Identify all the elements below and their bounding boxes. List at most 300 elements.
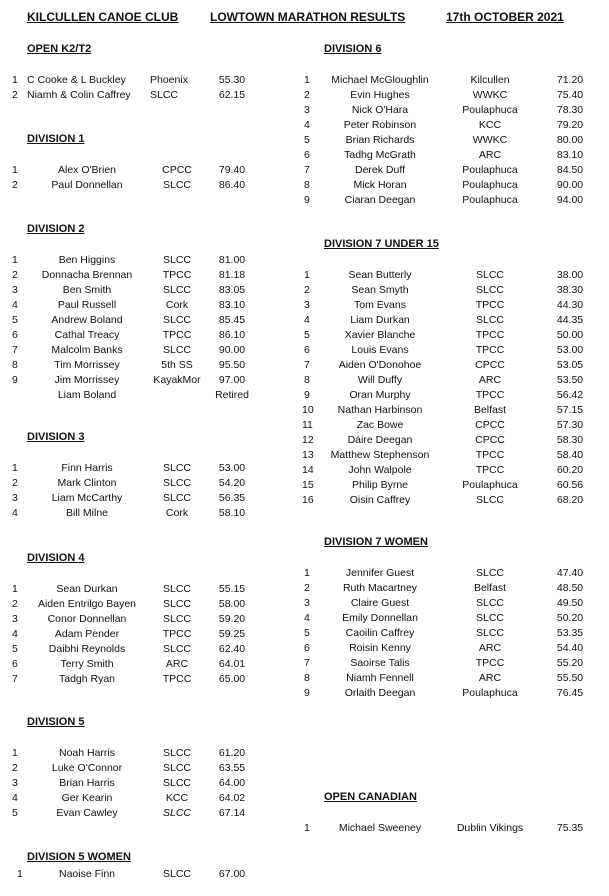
result-name: Emily Donnellan bbox=[342, 612, 418, 624]
result-name: Caoilin Caffrey bbox=[345, 627, 415, 639]
result-name: Paul Donnellan bbox=[51, 179, 123, 191]
result-club: TPCC bbox=[475, 389, 505, 401]
result-row bbox=[0, 133, 609, 148]
result-time: 67.14 bbox=[218, 807, 246, 819]
result-rank: 12 bbox=[302, 434, 314, 446]
result-row bbox=[0, 313, 609, 328]
result-rank: 9 bbox=[304, 389, 310, 401]
result-club: SLCC bbox=[162, 284, 192, 296]
result-row bbox=[0, 118, 609, 133]
result-name: Zac Bowe bbox=[356, 419, 404, 431]
section-heading: OPEN CANADIAN bbox=[324, 791, 417, 803]
result-club: SLCC bbox=[162, 762, 192, 774]
result-time: 50.20 bbox=[556, 612, 584, 624]
result-rank: 6 bbox=[12, 329, 18, 341]
result-club: SLCC bbox=[162, 254, 192, 266]
result-club: SLCC bbox=[475, 567, 505, 579]
result-time: 84.50 bbox=[556, 164, 584, 176]
result-club: SLCC bbox=[162, 598, 192, 610]
result-name: Mick Horan bbox=[353, 179, 407, 191]
results-table bbox=[0, 821, 609, 836]
result-club: ARC bbox=[478, 149, 502, 161]
result-row bbox=[0, 298, 609, 313]
result-time: 86.40 bbox=[218, 179, 246, 191]
result-rank: 1 bbox=[12, 583, 18, 595]
result-name: Louis Evans bbox=[351, 344, 409, 356]
result-rank: 1 bbox=[304, 269, 310, 281]
result-row bbox=[0, 463, 609, 478]
result-name: Liam McCarthy bbox=[51, 492, 123, 504]
result-name: Evan Cawley bbox=[56, 807, 118, 819]
result-time: 54.20 bbox=[218, 477, 246, 489]
result-rank: 3 bbox=[12, 777, 18, 789]
section-heading: DIVISION 1 bbox=[27, 133, 85, 145]
result-time: 58.00 bbox=[218, 598, 246, 610]
result-row bbox=[0, 478, 609, 493]
result-club: WWKC bbox=[472, 134, 508, 146]
result-time: 83.10 bbox=[218, 299, 246, 311]
result-row bbox=[0, 328, 609, 343]
section-heading: DIVISION 5 bbox=[27, 716, 85, 728]
club-title: KILCULLEN CANOE CLUB bbox=[27, 10, 179, 24]
result-time: 58.10 bbox=[218, 507, 246, 519]
result-name: Evin Hughes bbox=[350, 89, 410, 101]
result-name: Tadhg McGrath bbox=[344, 149, 416, 161]
result-time: 79.20 bbox=[556, 119, 584, 131]
result-row bbox=[0, 867, 609, 882]
result-club: SLCC bbox=[162, 583, 192, 595]
result-name: Adam Pender bbox=[54, 628, 120, 640]
result-rank: 2 bbox=[304, 89, 310, 101]
result-rank: 4 bbox=[304, 314, 310, 326]
result-club: TPCC bbox=[162, 628, 192, 640]
result-rank: 3 bbox=[12, 492, 18, 504]
result-club: TPCC bbox=[475, 344, 505, 356]
result-time: 80.00 bbox=[556, 134, 584, 146]
result-rank: 8 bbox=[304, 672, 310, 684]
result-club: Kilcullen bbox=[470, 74, 510, 86]
result-club: KCC bbox=[165, 792, 189, 804]
result-time: 44.35 bbox=[556, 314, 584, 326]
result-club: SLCC bbox=[162, 747, 192, 759]
section-heading: DIVISION 4 bbox=[27, 552, 85, 564]
result-name: Oran Murphy bbox=[349, 389, 411, 401]
result-time: 67.00 bbox=[218, 868, 246, 880]
result-name: Aiden Entrilgo Bayen bbox=[37, 598, 137, 610]
result-time: 65.00 bbox=[218, 673, 246, 685]
result-row bbox=[0, 433, 609, 448]
result-time: 53.50 bbox=[556, 374, 584, 386]
result-name: Tom Evans bbox=[354, 299, 406, 311]
result-rank: 5 bbox=[304, 134, 310, 146]
result-rank: 1 bbox=[12, 74, 18, 86]
result-club: Poulaphuca bbox=[462, 687, 518, 699]
result-club: TPCC bbox=[162, 269, 192, 281]
result-time: 83.10 bbox=[556, 149, 584, 161]
result-club: SLCC bbox=[162, 777, 192, 789]
result-time: 62.40 bbox=[218, 643, 246, 655]
result-rank: 2 bbox=[12, 598, 18, 610]
result-row bbox=[0, 791, 609, 806]
result-club: CPCC bbox=[475, 359, 505, 371]
result-rank: 6 bbox=[304, 344, 310, 356]
result-rank: 1 bbox=[304, 567, 310, 579]
result-time: 48.50 bbox=[556, 582, 584, 594]
result-row bbox=[0, 641, 609, 656]
result-rank: 4 bbox=[12, 792, 18, 804]
result-time: 55.20 bbox=[556, 657, 584, 669]
result-name: Terry Smith bbox=[60, 658, 114, 670]
result-club: ARC bbox=[478, 642, 502, 654]
result-rank: 8 bbox=[304, 179, 310, 191]
result-name: Cathal Treacy bbox=[54, 329, 120, 341]
event-title: LOWTOWN MARATHON RESULTS bbox=[210, 10, 406, 24]
result-rank: 9 bbox=[12, 374, 18, 386]
result-row bbox=[0, 686, 609, 701]
result-name: Ben Smith bbox=[62, 284, 112, 296]
result-time: 53.00 bbox=[556, 344, 584, 356]
result-rank: 16 bbox=[302, 494, 314, 506]
result-name: Orlaith Deegan bbox=[344, 687, 416, 699]
result-rank: 8 bbox=[304, 374, 310, 386]
results-table bbox=[0, 867, 609, 882]
result-name: Sean Butterly bbox=[348, 269, 412, 281]
result-rank: 9 bbox=[304, 194, 310, 206]
result-row bbox=[0, 776, 609, 791]
result-name: Paul Russell bbox=[57, 299, 117, 311]
result-rank: 3 bbox=[304, 597, 310, 609]
result-time: 95.50 bbox=[218, 359, 246, 371]
result-club: SLCC bbox=[162, 868, 192, 880]
result-club: Cork bbox=[165, 507, 189, 519]
result-time: 90.00 bbox=[218, 344, 246, 356]
result-club: SLCC bbox=[162, 344, 192, 356]
result-rank: 4 bbox=[304, 612, 310, 624]
result-name: Bill Milne bbox=[65, 507, 109, 519]
result-club: Belfast bbox=[473, 582, 507, 594]
result-row bbox=[0, 418, 609, 433]
result-time: 55.50 bbox=[556, 672, 584, 684]
result-name: Daibhi Reynolds bbox=[48, 643, 126, 655]
result-rank: 5 bbox=[12, 643, 18, 655]
result-name: Luke O'Connor bbox=[51, 762, 123, 774]
section-heading: DIVISION 6 bbox=[324, 43, 382, 55]
result-rank: 5 bbox=[304, 329, 310, 341]
result-club: SLCC bbox=[150, 89, 179, 101]
result-name: Liam Boland bbox=[57, 389, 117, 401]
result-name: Saoirse Talis bbox=[350, 657, 410, 669]
result-row bbox=[0, 373, 609, 388]
result-club: SLCC bbox=[162, 462, 192, 474]
result-club: SLCC bbox=[162, 314, 192, 326]
result-club: SLCC bbox=[475, 494, 505, 506]
result-club: Poulaphuca bbox=[462, 164, 518, 176]
result-name: Will Duffy bbox=[357, 374, 403, 386]
result-row bbox=[0, 566, 609, 581]
result-time: 59.25 bbox=[218, 628, 246, 640]
result-club: KayakMor bbox=[153, 374, 201, 386]
result-club: SLCC bbox=[162, 492, 192, 504]
result-club: SLCC bbox=[475, 612, 505, 624]
result-rank: 2 bbox=[12, 477, 18, 489]
result-time: 83.05 bbox=[218, 284, 246, 296]
result-club: Poulaphuca bbox=[462, 104, 518, 116]
result-time: 58.30 bbox=[556, 434, 584, 446]
result-club: CPCC bbox=[475, 419, 505, 431]
result-rank: 4 bbox=[12, 628, 18, 640]
result-club: SLCC bbox=[475, 597, 505, 609]
result-name: Niamh & Colin Caffrey bbox=[27, 89, 131, 101]
result-row bbox=[0, 103, 609, 118]
result-club: Poulaphuca bbox=[462, 194, 518, 206]
result-rank: 15 bbox=[302, 479, 314, 491]
section-heading: DIVISION 2 bbox=[27, 223, 85, 235]
result-rank: 14 bbox=[302, 464, 314, 476]
result-rank: 10 bbox=[302, 404, 314, 416]
result-name: Jennifer Guest bbox=[345, 567, 415, 579]
section-heading: DIVISION 5 WOMEN bbox=[27, 851, 131, 863]
result-club: TPCC bbox=[475, 657, 505, 669]
result-club: SLCC bbox=[475, 314, 505, 326]
result-rank: 7 bbox=[12, 344, 18, 356]
result-time: 38.00 bbox=[556, 269, 584, 281]
result-club: SLCC bbox=[475, 627, 505, 639]
result-club: Poulaphuca bbox=[462, 179, 518, 191]
result-name: Liam Durkan bbox=[350, 314, 410, 326]
result-time: 64.00 bbox=[218, 777, 246, 789]
result-name: Oisin Caffrey bbox=[349, 494, 411, 506]
result-name: Tim Morrissey bbox=[54, 359, 120, 371]
result-rank: 7 bbox=[304, 164, 310, 176]
result-time: 97.00 bbox=[218, 374, 246, 386]
results-table bbox=[0, 73, 609, 208]
result-row bbox=[0, 821, 609, 836]
result-rank: 2 bbox=[304, 582, 310, 594]
result-rank: 7 bbox=[12, 673, 18, 685]
result-time: 55.15 bbox=[218, 583, 246, 595]
result-time: 62.15 bbox=[218, 89, 246, 101]
result-time: 59.20 bbox=[218, 613, 246, 625]
result-rank: 2 bbox=[304, 284, 310, 296]
results-table bbox=[0, 746, 609, 821]
result-time: 68.20 bbox=[556, 494, 584, 506]
result-time: 56.35 bbox=[218, 492, 246, 504]
result-club: SLCC bbox=[162, 613, 192, 625]
result-name: Roisin Kenny bbox=[349, 642, 411, 654]
result-rank: 1 bbox=[304, 74, 310, 86]
result-row bbox=[0, 163, 609, 178]
event-date: 17th OCTOBER 2021 bbox=[446, 10, 564, 24]
result-time: 63.55 bbox=[218, 762, 246, 774]
result-time: 61.20 bbox=[218, 747, 246, 759]
result-name: Niamh Fennell bbox=[346, 672, 414, 684]
result-time: 64.01 bbox=[218, 658, 246, 670]
section-heading: DIVISION 7 UNDER 15 bbox=[324, 238, 439, 250]
result-row bbox=[0, 178, 609, 193]
result-row bbox=[0, 611, 609, 626]
result-rank: 3 bbox=[304, 299, 310, 311]
result-rank: 13 bbox=[302, 449, 314, 461]
result-name: Jim Morrissey bbox=[54, 374, 120, 386]
result-club: CPCC bbox=[475, 434, 505, 446]
result-time: 76.45 bbox=[556, 687, 584, 699]
result-time: 53.00 bbox=[218, 462, 246, 474]
result-club: SLCC bbox=[162, 807, 192, 819]
result-rank: 3 bbox=[12, 284, 18, 296]
result-club: TPCC bbox=[162, 329, 192, 341]
result-name: Philip Byrne bbox=[351, 479, 409, 491]
result-time: 53.35 bbox=[556, 627, 584, 639]
result-name: Ruth Macartney bbox=[342, 582, 418, 594]
result-club: SLCC bbox=[162, 477, 192, 489]
result-club: KCC bbox=[478, 119, 502, 131]
result-row bbox=[0, 581, 609, 596]
result-name: Matthew Stephenson bbox=[330, 449, 430, 461]
result-row bbox=[0, 358, 609, 373]
result-time: 58.40 bbox=[556, 449, 584, 461]
result-row bbox=[0, 283, 609, 298]
result-name: John Walpole bbox=[348, 464, 412, 476]
result-rank: 2 bbox=[12, 762, 18, 774]
result-time: 55.30 bbox=[218, 74, 246, 86]
result-club: ARC bbox=[478, 374, 502, 386]
result-time: 79.40 bbox=[218, 164, 246, 176]
result-name: Claire Guest bbox=[350, 597, 410, 609]
result-name: Sean Smyth bbox=[351, 284, 409, 296]
section-heading: DIVISION 7 WOMEN bbox=[324, 536, 428, 548]
result-time: 38.30 bbox=[556, 284, 584, 296]
result-row bbox=[0, 656, 609, 671]
result-time: 94.00 bbox=[556, 194, 584, 206]
result-rank: 1 bbox=[12, 164, 18, 176]
result-time: 44.30 bbox=[556, 299, 584, 311]
result-rank: 1 bbox=[17, 868, 23, 880]
result-name: Xavier Blanche bbox=[344, 329, 416, 341]
result-name: Ben Higgins bbox=[58, 254, 116, 266]
result-rank: 2 bbox=[12, 269, 18, 281]
result-rank: 5 bbox=[12, 314, 18, 326]
result-row bbox=[0, 746, 609, 761]
result-name: Malcolm Banks bbox=[51, 344, 123, 356]
result-club: SLCC bbox=[475, 269, 505, 281]
result-row bbox=[0, 343, 609, 358]
result-rank: 9 bbox=[304, 687, 310, 699]
result-time: Retired bbox=[215, 389, 249, 401]
result-name: Dáire Deegan bbox=[347, 434, 413, 446]
result-row bbox=[0, 493, 609, 508]
result-row bbox=[0, 671, 609, 686]
result-name: C Cooke & L Buckley bbox=[27, 74, 126, 86]
result-time: 90.00 bbox=[556, 179, 584, 191]
result-club: SLCC bbox=[162, 643, 192, 655]
result-time: 71.20 bbox=[556, 74, 584, 86]
result-time: 60.20 bbox=[556, 464, 584, 476]
result-time: 53.05 bbox=[556, 359, 584, 371]
result-name: Brian Richards bbox=[345, 134, 415, 146]
result-club: TPCC bbox=[475, 449, 505, 461]
result-name: Sean Durkan bbox=[56, 583, 118, 595]
result-row bbox=[0, 88, 609, 103]
result-name: Brian Harris bbox=[59, 777, 115, 789]
result-time: 60.56 bbox=[556, 479, 584, 491]
result-rank: 6 bbox=[304, 149, 310, 161]
result-club: TPCC bbox=[475, 329, 505, 341]
result-name: Derek Duff bbox=[355, 164, 405, 176]
result-club: ARC bbox=[165, 658, 189, 670]
result-row bbox=[0, 268, 609, 283]
result-club: Belfast bbox=[473, 404, 507, 416]
result-name: Noah Harris bbox=[58, 747, 116, 759]
result-time: 85.45 bbox=[218, 314, 246, 326]
result-club: SLCC bbox=[162, 179, 192, 191]
result-club: 5th SS bbox=[161, 359, 193, 371]
result-name: Ger Kearin bbox=[61, 792, 113, 804]
result-time: 47.40 bbox=[556, 567, 584, 579]
result-rank: 3 bbox=[12, 613, 18, 625]
result-name: Michael McGloughlin bbox=[331, 74, 429, 86]
result-time: 75.35 bbox=[556, 822, 584, 834]
result-club: ARC bbox=[478, 672, 502, 684]
result-time: 50.00 bbox=[556, 329, 584, 341]
result-name: Alex O'Brien bbox=[57, 164, 117, 176]
result-rank: 11 bbox=[302, 419, 313, 431]
result-club: TPCC bbox=[162, 673, 192, 685]
result-rank: 1 bbox=[12, 254, 18, 266]
results-table bbox=[0, 566, 609, 701]
result-club: SLCC bbox=[475, 284, 505, 296]
result-rank: 4 bbox=[12, 299, 18, 311]
result-time: 56.42 bbox=[556, 389, 584, 401]
result-rank: 6 bbox=[304, 642, 310, 654]
result-name: Nathan Harbinson bbox=[337, 404, 423, 416]
result-time: 54.40 bbox=[556, 642, 584, 654]
result-time: 49.50 bbox=[556, 597, 584, 609]
result-rank: 5 bbox=[12, 807, 18, 819]
result-name: Michael Sweeney bbox=[338, 822, 422, 834]
result-club: CPCC bbox=[162, 164, 192, 176]
result-row bbox=[0, 626, 609, 641]
result-name: Aiden O'Donohoe bbox=[338, 359, 422, 371]
result-club: Dublin Vikings bbox=[456, 822, 524, 834]
result-row bbox=[0, 761, 609, 776]
result-club: WWKC bbox=[472, 89, 508, 101]
result-name: Ciaran Deegan bbox=[344, 194, 416, 206]
result-rank: 1 bbox=[304, 822, 310, 834]
result-row bbox=[0, 506, 609, 521]
result-time: 86.10 bbox=[218, 329, 246, 341]
result-name: Naoise Finn bbox=[58, 868, 116, 880]
result-time: 64.02 bbox=[218, 792, 246, 804]
result-club: TPCC bbox=[475, 299, 505, 311]
result-rank: 7 bbox=[304, 359, 310, 371]
result-row bbox=[0, 73, 609, 88]
result-row bbox=[0, 448, 609, 463]
result-name: Tadgh Ryan bbox=[58, 673, 116, 685]
result-rank: 7 bbox=[304, 657, 310, 669]
section-heading: OPEN K2/T2 bbox=[27, 43, 92, 55]
result-time: 57.15 bbox=[556, 404, 584, 416]
result-rank: 8 bbox=[12, 359, 18, 371]
result-rank: 6 bbox=[12, 658, 18, 670]
result-rank: 3 bbox=[304, 104, 310, 116]
result-row bbox=[0, 403, 609, 418]
result-time: 75.40 bbox=[556, 89, 584, 101]
result-row bbox=[0, 148, 609, 163]
result-club: Phoenix bbox=[150, 74, 188, 86]
result-rank: 5 bbox=[304, 627, 310, 639]
result-rank: 2 bbox=[12, 89, 18, 101]
result-name: Peter Robinson bbox=[343, 119, 417, 131]
